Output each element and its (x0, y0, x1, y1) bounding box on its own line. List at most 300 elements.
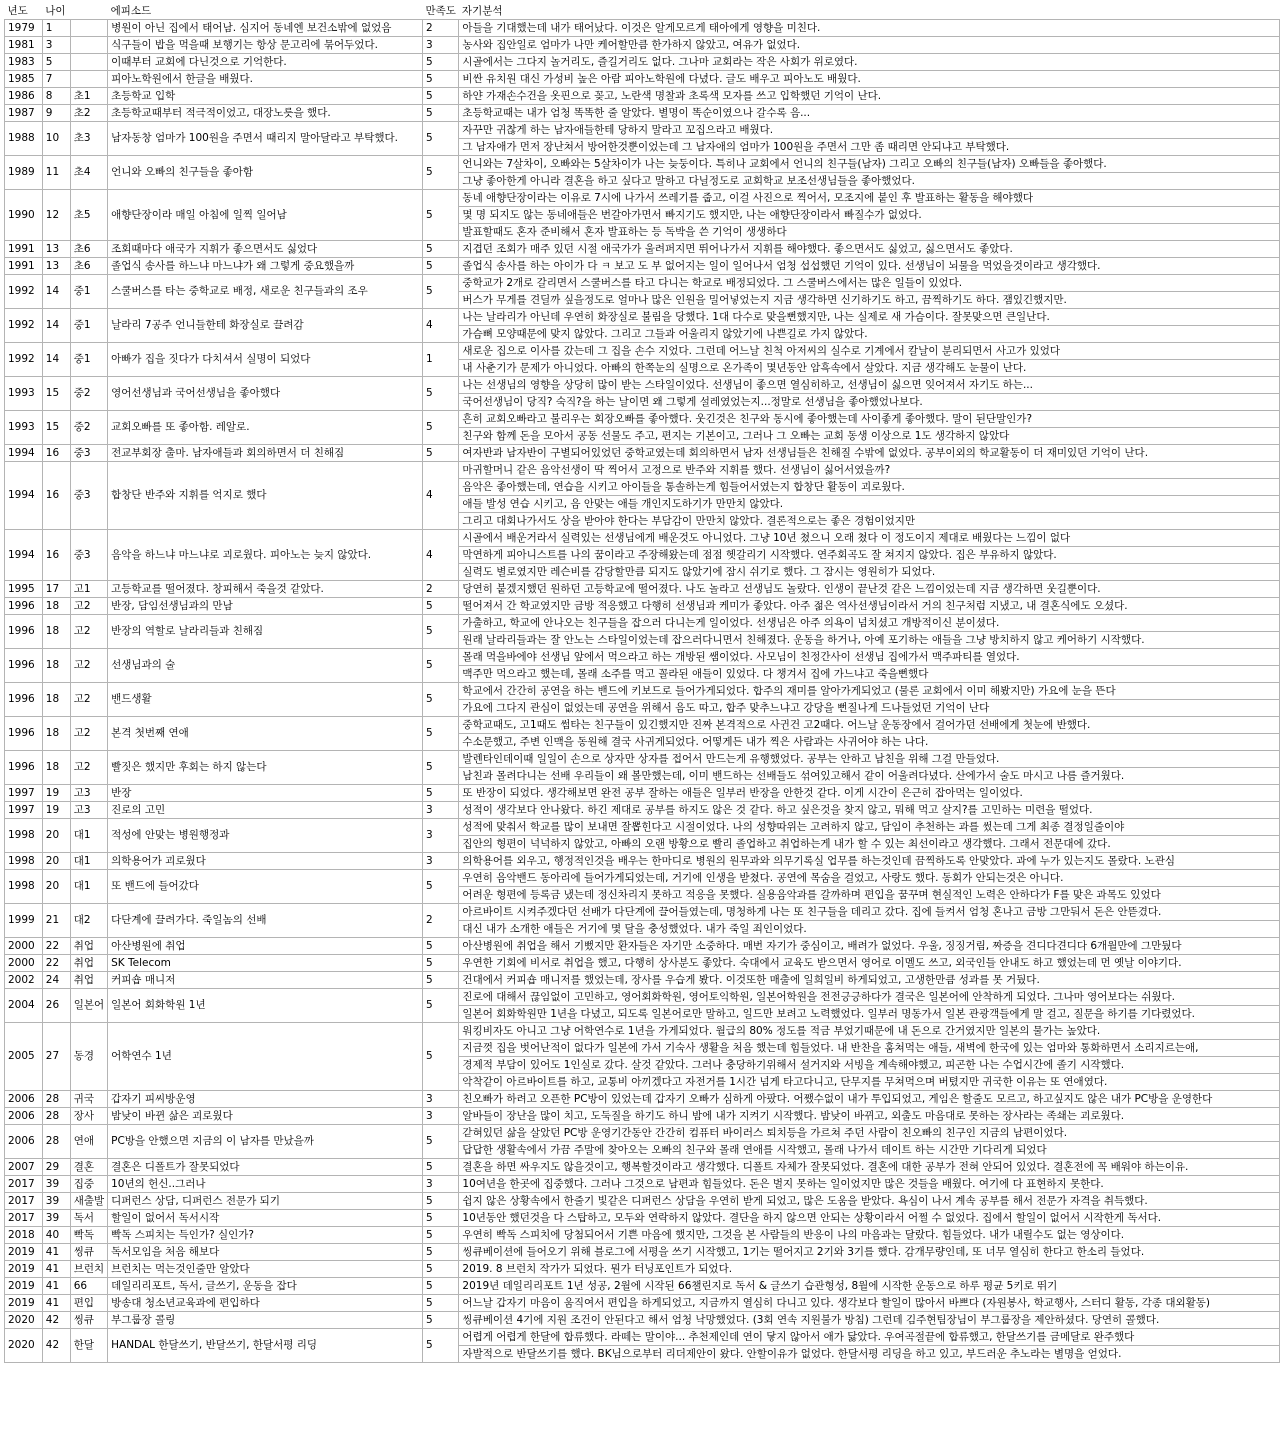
age-cell[interactable]: 15 (42, 411, 70, 445)
age-cell[interactable]: 28 (42, 1108, 70, 1125)
analysis-cell[interactable]: 동네 애향단장이라는 이유로 7시에 나가서 쓰레기를 줍고, 이걸 사진으로 찍어서, 모조지에 붙인 후 발표하는 활동을 해야했다 (459, 190, 1280, 207)
analysis-cell[interactable]: 자꾸만 귀찮게 하는 남자애들한테 당하지 말라고 꼬집으라고 배웠다. (459, 122, 1280, 139)
year-cell[interactable]: 2000 (5, 955, 43, 972)
score-cell[interactable]: 5 (422, 156, 458, 190)
age-cell[interactable]: 39 (42, 1193, 70, 1210)
analysis-cell[interactable]: 남친과 몰려다니는 선배 우리들이 왜 볼만했는데, 이미 밴드하는 선배들도 섞여있고해서 같이 어울려다녔다. 산에가서 술도 마시고 나름 즐거웠다. (459, 768, 1280, 785)
episode-cell[interactable]: 고등학교를 떨어졌다. 창피해서 죽을것 같았다. (108, 581, 423, 598)
episode-cell[interactable]: 식구들이 밥을 먹을때 보행기는 항상 문고리에 묶어두었다. (108, 37, 423, 54)
header-stage[interactable] (70, 4, 107, 20)
year-cell[interactable]: 1996 (5, 615, 43, 649)
score-cell[interactable]: 5 (422, 1125, 458, 1159)
score-cell[interactable]: 5 (422, 122, 458, 156)
age-cell[interactable]: 28 (42, 1125, 70, 1159)
year-cell[interactable]: 2006 (5, 1108, 43, 1125)
year-cell[interactable]: 1996 (5, 717, 43, 751)
age-cell[interactable]: 16 (42, 530, 70, 581)
score-cell[interactable]: 5 (422, 1261, 458, 1278)
score-cell[interactable]: 5 (422, 1193, 458, 1210)
stage-cell[interactable]: 취업 (70, 955, 107, 972)
age-cell[interactable]: 19 (42, 802, 70, 819)
header-age[interactable]: 나이 (42, 4, 70, 20)
age-cell[interactable]: 15 (42, 377, 70, 411)
year-cell[interactable]: 1996 (5, 683, 43, 717)
year-cell[interactable]: 1991 (5, 258, 43, 275)
analysis-cell[interactable]: 2019. 8 브런치 작가가 되었다. 뭔가 터닝포인트가 되었다. (459, 1261, 1280, 1278)
year-cell[interactable]: 1987 (5, 105, 43, 122)
analysis-cell[interactable]: 여자반과 남자반이 구별되어있었던 중학교였는데 회의하면서 남자 선생님들은 친해질 수밖에 없었다. 공부이외의 학교활동이 더 재미있던 기억이 난다. (459, 445, 1280, 462)
analysis-cell[interactable]: 수소문했고, 주변 인맥을 동원해 결국 사귀게되었다. 어떻게든 내가 찍은 사람과는 사귀어야 하는 나다. (459, 734, 1280, 751)
analysis-cell[interactable]: 어려운 형편에 등록금 냈는데 정신차리지 못하고 적응을 못했다. 실용음악과를 갈까하며 편입을 꿈꾸며 현실적인 노력은 안하다가 F를 맞은 과목도 있었다 (459, 887, 1280, 904)
episode-cell[interactable]: 교회오빠를 또 좋아함. 레알로. (108, 411, 423, 445)
score-cell[interactable]: 5 (422, 683, 458, 717)
stage-cell[interactable]: 중3 (70, 530, 107, 581)
analysis-cell[interactable]: 원래 날라리들과는 잘 안노는 스타일이었는데 잡으러다니면서 친해졌다. 운동을 하거나, 아예 포기하는 애들을 그냥 방치하지 않고 케어하기 시작했다. (459, 632, 1280, 649)
analysis-cell[interactable]: 아산병원에 취업을 해서 기뻤지만 환자들은 자기만 소중하다. 매번 자기가 중심이고, 배려가 없었다. 우울, 징징거림, 짜증을 견디다견디다 6개월만에 그만뒀다 (459, 938, 1280, 955)
year-cell[interactable]: 2017 (5, 1210, 43, 1227)
year-cell[interactable]: 1988 (5, 122, 43, 156)
age-cell[interactable]: 39 (42, 1210, 70, 1227)
age-cell[interactable]: 42 (42, 1312, 70, 1329)
analysis-cell[interactable]: 자발적으로 반달쓰기를 했다. BK님으로부터 리더제안이 왔다. 안할이유가 없었다. 한달서평 리딩을 하고 있고, 부드러운 추노라는 별명을 얻었다. (459, 1346, 1280, 1363)
analysis-cell[interactable]: 2019년 데일리리포트 1년 성공, 2월에 시작된 66챌린지로 독서 & 글쓰기 습관형성, 8월에 시작한 운동으로 하루 평균 5키로 뛰기 (459, 1278, 1280, 1295)
episode-cell[interactable]: 브런치는 먹는것인줄만 알았다 (108, 1261, 423, 1278)
analysis-cell[interactable]: 또 반장이 되었다. 생각해보면 완전 공부 잘하는 애들은 일부러 반장을 안한것 같다. 이게 시간이 은근히 잡아먹는 일이었다. (459, 785, 1280, 802)
episode-cell[interactable]: 영어선생님과 국어선생님을 좋아했다 (108, 377, 423, 411)
score-cell[interactable]: 4 (422, 309, 458, 343)
score-cell[interactable]: 5 (422, 411, 458, 445)
stage-cell[interactable] (70, 37, 107, 54)
score-cell[interactable]: 3 (422, 1108, 458, 1125)
score-cell[interactable]: 5 (422, 989, 458, 1023)
age-cell[interactable]: 26 (42, 989, 70, 1023)
year-cell[interactable]: 2000 (5, 938, 43, 955)
stage-cell[interactable]: 초1 (70, 88, 107, 105)
analysis-cell[interactable]: 실력도 별로였지만 레슨비를 감당할만큼 되지도 않았기에 잠시 쉬기로 했다. 그 잠시는 영원히가 되었다. (459, 564, 1280, 581)
analysis-cell[interactable]: 건대에서 커피숍 매니저를 했었는데, 장사를 우습게 봤다. 이것또한 매출에 일희일비 하게되었고, 고생한만큼 성과를 못 거뒀다. (459, 972, 1280, 989)
analysis-cell[interactable]: 몰래 먹을바에야 선생님 앞에서 먹으라고 하는 개방된 쌤이었다. 사모님이 친정간사이 선생님 집에가서 맥주파티를 열었다. (459, 649, 1280, 666)
age-cell[interactable]: 18 (42, 598, 70, 615)
analysis-cell[interactable]: 가요에 그다지 관심이 없었는데 공연을 위해서 음도 따고, 합주 맞추느냐고 강당을 뻔질나게 드나들었던 기억이 난다 (459, 700, 1280, 717)
analysis-cell[interactable]: 졸업식 송사를 하는 아이가 다 ㅋ 보고 도 부 없어지는 일이 일어나서 엄청 섭섭했던 기억이 있다. 선생님이 뇌물을 먹었을것이라고 생각했다. (459, 258, 1280, 275)
age-cell[interactable]: 13 (42, 241, 70, 258)
stage-cell[interactable]: 취업 (70, 972, 107, 989)
age-cell[interactable]: 18 (42, 751, 70, 785)
analysis-cell[interactable]: 아들을 기대했는데 내가 태어났다. 이것은 알게모르게 태아에게 영향을 미친다. (459, 20, 1280, 37)
stage-cell[interactable]: 고3 (70, 785, 107, 802)
analysis-cell[interactable]: 버스가 무게를 견딜까 싶을정도로 얼마나 많은 인원을 밀어넣었는지 지금 생각하면 신기하기도 하고, 끔찍하기도 하다. 잼있긴했지만. (459, 292, 1280, 309)
stage-cell[interactable]: 고2 (70, 751, 107, 785)
age-cell[interactable]: 20 (42, 853, 70, 870)
analysis-cell[interactable]: 우연히 음악밴드 동아리에 들어가게되었는데, 거기에 인생을 받쳤다. 공연에 목숨을 걸었고, 사랑도 했다. 동회가 안되는것은 아니다. (459, 870, 1280, 887)
year-cell[interactable]: 2019 (5, 1244, 43, 1261)
stage-cell[interactable]: 독서 (70, 1210, 107, 1227)
stage-cell[interactable]: 대1 (70, 819, 107, 853)
episode-cell[interactable]: 합창단 반주와 지휘를 억지로 했다 (108, 462, 423, 530)
year-cell[interactable]: 2005 (5, 1023, 43, 1091)
analysis-cell[interactable]: 경제적 부담이 있어도 1인실로 갔다. 살것 같았다. 그러나 충당하기위해서 설거지와 서빙을 계속해야했고, 피곤한 나는 수업시간에 졸기 시작했다. (459, 1057, 1280, 1074)
stage-cell[interactable]: 편입 (70, 1295, 107, 1312)
score-cell[interactable]: 5 (422, 1023, 458, 1091)
header-year[interactable]: 년도 (5, 4, 43, 20)
stage-cell[interactable]: 고2 (70, 649, 107, 683)
year-cell[interactable]: 2020 (5, 1312, 43, 1329)
episode-cell[interactable]: 조회때마다 애국가 지휘가 좋으면서도 싫었다 (108, 241, 423, 258)
year-cell[interactable]: 1998 (5, 870, 43, 904)
score-cell[interactable]: 5 (422, 1244, 458, 1261)
score-cell[interactable]: 2 (422, 581, 458, 598)
age-cell[interactable]: 22 (42, 955, 70, 972)
analysis-cell[interactable]: 가출하고, 학교에 안나오는 친구들을 잡으러 다니는게 일이었다. 선생님은 아주 의욕이 넘치셨고 개방적이신 분이셨다. (459, 615, 1280, 632)
analysis-cell[interactable]: 악착같이 아르바이트를 하고, 교통비 아끼겠다고 자전거를 1시간 넘게 타고다니고, 단무지를 무쳐먹으며 버텼지만 귀국한 이유는 또 연애였다. (459, 1074, 1280, 1091)
age-cell[interactable]: 18 (42, 615, 70, 649)
year-cell[interactable]: 1993 (5, 411, 43, 445)
analysis-cell[interactable]: 발표할때도 혼자 준비해서 혼자 발표하는 등 독박을 쓴 기억이 생생하다 (459, 224, 1280, 241)
analysis-cell[interactable]: 10년동안 했던것을 다 스탑하고, 모두와 연락하지 않았다. 결단을 하지 않으면 안되는 상황이라서 어쩔 수 없었다. 집에서 할일이 없어서 시작한게 독서다. (459, 1210, 1280, 1227)
score-cell[interactable]: 3 (422, 853, 458, 870)
episode-cell[interactable]: 병원이 아닌 집에서 태어남. 심지어 동네엔 보건소밖에 없었음 (108, 20, 423, 37)
age-cell[interactable]: 19 (42, 785, 70, 802)
age-cell[interactable]: 21 (42, 904, 70, 938)
year-cell[interactable]: 1989 (5, 156, 43, 190)
stage-cell[interactable]: 장사 (70, 1108, 107, 1125)
analysis-cell[interactable]: 음악은 좋아했는데, 연습을 시키고 아이들을 통솔하는게 힘들어서였는지 합창단 활동이 괴로웠다. (459, 479, 1280, 496)
episode-cell[interactable]: 음악을 하느냐 마느냐로 괴로웠다. 피아노는 늦지 않았다. (108, 530, 423, 581)
analysis-cell[interactable]: 맥주만 먹으라고 했는데, 몰래 소주를 먹고 꼴라된 애들이 있었다. 다 챙겨서 집에 가느냐고 죽을뻔했다 (459, 666, 1280, 683)
score-cell[interactable]: 5 (422, 1227, 458, 1244)
episode-cell[interactable]: 선생님과의 술 (108, 649, 423, 683)
header-analysis[interactable]: 자기분석 (459, 4, 1280, 20)
stage-cell[interactable]: 빡독 (70, 1227, 107, 1244)
analysis-cell[interactable]: 씽큐베이션에 들어오기 위해 블로그에 서평을 쓰기 시작했고, 1기는 떨어지고 2기와 3기를 했다. 감개무량인데, 또 너무 열심히 한다고 한소리 들었다. (459, 1244, 1280, 1261)
stage-cell[interactable]: 고2 (70, 683, 107, 717)
age-cell[interactable]: 8 (42, 88, 70, 105)
episode-cell[interactable]: 적성에 안맞는 병원행정과 (108, 819, 423, 853)
episode-cell[interactable]: 날라리 7공주 언니들한테 화장실로 끌려감 (108, 309, 423, 343)
score-cell[interactable]: 5 (422, 972, 458, 989)
analysis-cell[interactable]: 막연하게 피아니스트를 나의 꿈이라고 주장해왔는데 점점 헷갈리기 시작했다. 연주회곡도 잘 쳐지지 않았다. 집은 부유하지 않았다. (459, 547, 1280, 564)
age-cell[interactable]: 7 (42, 71, 70, 88)
score-cell[interactable]: 5 (422, 1329, 458, 1363)
analysis-cell[interactable]: 지겹던 조회가 매주 있던 시절 애국가가 울려퍼지면 뛰어나가서 지휘를 해야했다. 좋으면서도 싫었고, 싫으면서도 좋았다. (459, 241, 1280, 258)
score-cell[interactable]: 5 (422, 1210, 458, 1227)
age-cell[interactable]: 40 (42, 1227, 70, 1244)
score-cell[interactable]: 5 (422, 71, 458, 88)
analysis-cell[interactable]: 국어선생님이 당직? 숙직?을 하는 날이면 왜 그렇게 설레였었는지...정말로 선생님을 좋아했었나보다. (459, 394, 1280, 411)
year-cell[interactable]: 2004 (5, 989, 43, 1023)
age-cell[interactable]: 17 (42, 581, 70, 598)
stage-cell[interactable]: 초6 (70, 258, 107, 275)
stage-cell[interactable]: 씽큐 (70, 1244, 107, 1261)
score-cell[interactable]: 5 (422, 88, 458, 105)
analysis-cell[interactable]: 씽큐베이션 4기에 지원 조건이 안된다고 해서 엄청 낙망했었다. (3회 연속 지원불가 방침) 그런데 김주현팀장님이 부그룹장을 제안하셨다. 당연히 콜했다. (459, 1312, 1280, 1329)
year-cell[interactable]: 1995 (5, 581, 43, 598)
analysis-cell[interactable]: 떨어져서 간 학교였지만 금방 적응했고 다행히 선생님과 케미가 좋았다. 아주 젊은 역사선생님이라서 거의 친구처럼 지냈고, 내 결혼식에도 오셨다. (459, 598, 1280, 615)
score-cell[interactable]: 5 (422, 717, 458, 751)
year-cell[interactable]: 2019 (5, 1278, 43, 1295)
episode-cell[interactable]: 다단계에 끌려가다. 죽일놈의 선배 (108, 904, 423, 938)
analysis-cell[interactable]: 일본어 회화학원만 1년을 다녔고, 되도록 일본어로만 말하고, 일드만 보려고 노력했었다. 일부러 명동가서 일본 관광객들에게 말 걸고, 질문을 하기를 기다렸었다. (459, 1006, 1280, 1023)
stage-cell[interactable]: 66 (70, 1278, 107, 1295)
age-cell[interactable]: 1 (42, 20, 70, 37)
analysis-cell[interactable]: 언니와는 7살차이, 오빠와는 5살차이가 나는 늦둥이다. 특히나 교회에서 언니의 친구들(남자) 그리고 오빠의 친구들(남자) 오빠들을 좋아했다. (459, 156, 1280, 173)
year-cell[interactable]: 1996 (5, 598, 43, 615)
year-cell[interactable]: 1993 (5, 377, 43, 411)
analysis-cell[interactable]: 그리고 대회나가서도 상을 받아야 한다는 부담감이 만만치 않았다. 결론적으로는 좋은 경험이었지만 (459, 513, 1280, 530)
episode-cell[interactable]: 일본어 회화학원 1년 (108, 989, 423, 1023)
score-cell[interactable]: 5 (422, 241, 458, 258)
analysis-cell[interactable]: 우연히 빡독 스피치에 당첨되어서 기쁜 마음에 했지만, 그것을 본 사람들의 반응이 나의 마음과는 달랐다. 힘들었다. 내가 내릴수도 없는 영상이다. (459, 1227, 1280, 1244)
score-cell[interactable]: 3 (422, 802, 458, 819)
year-cell[interactable]: 1994 (5, 530, 43, 581)
age-cell[interactable]: 41 (42, 1261, 70, 1278)
episode-cell[interactable]: 부그룹장 콜링 (108, 1312, 423, 1329)
age-cell[interactable]: 9 (42, 105, 70, 122)
age-cell[interactable]: 16 (42, 445, 70, 462)
episode-cell[interactable]: 결혼은 디폴트가 잘못되었다 (108, 1159, 423, 1176)
year-cell[interactable]: 1991 (5, 241, 43, 258)
analysis-cell[interactable]: 나는 선생님의 영향을 상당히 많이 받는 스타일이었다. 선생님이 좋으면 열심히하고, 선생님이 싫으면 잊어져서 자기도 하는... (459, 377, 1280, 394)
score-cell[interactable]: 3 (422, 819, 458, 853)
episode-cell[interactable]: 아산병원에 취업 (108, 938, 423, 955)
episode-cell[interactable]: 피아노학원에서 한글을 배웠다. (108, 71, 423, 88)
analysis-cell[interactable]: 비싼 유치원 대신 가성비 높은 아람 피아노학원에 다녔다. 글도 배우고 피아노도 배웠다. (459, 71, 1280, 88)
year-cell[interactable]: 2019 (5, 1261, 43, 1278)
episode-cell[interactable]: 밴드생활 (108, 683, 423, 717)
stage-cell[interactable]: 귀국 (70, 1091, 107, 1108)
year-cell[interactable]: 1999 (5, 904, 43, 938)
score-cell[interactable]: 4 (422, 530, 458, 581)
age-cell[interactable]: 29 (42, 1159, 70, 1176)
episode-cell[interactable]: 독서모임을 처음 해보다 (108, 1244, 423, 1261)
score-cell[interactable]: 5 (422, 275, 458, 309)
analysis-cell[interactable]: 그 남자애가 먼저 장난쳐서 방어한것뿐이었는데 그 남자애의 엄마가 100원을 주면서 그만 좀 때리면 안되냐고 부탁했다. (459, 139, 1280, 156)
score-cell[interactable]: 1 (422, 343, 458, 377)
episode-cell[interactable]: 반장의 역할로 날라리들과 친해짐 (108, 615, 423, 649)
analysis-cell[interactable]: 어렵게 어렵게 한달에 합류했다. 라떼는 말이야... 추천제인데 연이 닿지 않아서 애가 닳았다. 우여곡절끝에 합류했고, 한달쓰기를 금메달로 완주했다 (459, 1329, 1280, 1346)
score-cell[interactable]: 5 (422, 1295, 458, 1312)
analysis-cell[interactable]: 성적이 생각보다 안나왔다. 하긴 제대로 공부를 하지도 않은 것 같다. 하고 싶은것을 찾지 않고, 뭐해 먹고 살지?를 고민하는 미련을 떨었다. (459, 802, 1280, 819)
age-cell[interactable]: 3 (42, 37, 70, 54)
stage-cell[interactable]: 중2 (70, 377, 107, 411)
analysis-cell[interactable]: 초등학교때는 내가 엄청 똑똑한 줄 알았다. 별명이 똑순이였으나 갈수록 음... (459, 105, 1280, 122)
year-cell[interactable]: 1998 (5, 853, 43, 870)
year-cell[interactable]: 1979 (5, 20, 43, 37)
age-cell[interactable]: 41 (42, 1278, 70, 1295)
episode-cell[interactable]: 이때부터 교회에 다닌것으로 기억한다. (108, 54, 423, 71)
episode-cell[interactable]: 반장 (108, 785, 423, 802)
stage-cell[interactable]: 한달 (70, 1329, 107, 1363)
stage-cell[interactable]: 브런치 (70, 1261, 107, 1278)
stage-cell[interactable]: 연애 (70, 1125, 107, 1159)
episode-cell[interactable]: 커피숍 매니저 (108, 972, 423, 989)
analysis-cell[interactable]: 지금껏 집을 벗어난적이 없다가 일본에 가서 기숙사 생활을 처음 했는데 힘들었다. 내 반찬을 훔쳐먹는 애들, 새벽에 한국에 있는 엄마와 통화하면서 소리지르는애, (459, 1040, 1280, 1057)
year-cell[interactable]: 2019 (5, 1295, 43, 1312)
episode-cell[interactable]: 데일리리포트, 독서, 글쓰기, 운동을 잡다 (108, 1278, 423, 1295)
stage-cell[interactable]: 동경 (70, 1023, 107, 1091)
age-cell[interactable]: 24 (42, 972, 70, 989)
stage-cell[interactable]: 초3 (70, 122, 107, 156)
score-cell[interactable]: 5 (422, 751, 458, 785)
analysis-cell[interactable]: 나는 날라리가 아닌데 우연히 화장실로 불림을 당했다. 1대 다수로 맞을뻔했지만, 나는 실제로 새 가슴이다. 잘못맞으면 큰일난다. (459, 309, 1280, 326)
analysis-cell[interactable]: 워킹비자도 아니고 그냥 어학연수로 1년을 가게되었다. 월급의 80% 정도를 적금 부었기때문에 내 돈으로 간거였지만 일본의 물가는 높았다. (459, 1023, 1280, 1040)
year-cell[interactable]: 1992 (5, 275, 43, 309)
analysis-cell[interactable]: 우연한 기회에 비서로 취업을 했고, 다행히 상사분도 좋았다. 숙대에서 교육도 받으면서 영어로 이멜도 쓰고, 외국인들 안내도 하고 했었는데 먼 옛날 이야기다. (459, 955, 1280, 972)
age-cell[interactable]: 16 (42, 462, 70, 530)
episode-cell[interactable]: 애향단장이라 매일 아침에 일찍 일어남 (108, 190, 423, 241)
stage-cell[interactable]: 고2 (70, 598, 107, 615)
analysis-cell[interactable]: 알바들이 장난을 많이 치고, 도둑질을 하기도 하니 밤에 내가 지켜기 시작했다. 밤낮이 바뀌고, 외출도 마음대로 못하는 장사라는 족쇄는 괴로웠다. (459, 1108, 1280, 1125)
score-cell[interactable]: 5 (422, 955, 458, 972)
analysis-cell[interactable]: 새로운 집으로 이사를 갔는데 그 집을 손수 지었다. 그런데 어느날 친척 아저씨의 실수로 기계에서 칼날이 분리되면서 사고가 있었다 (459, 343, 1280, 360)
age-cell[interactable]: 13 (42, 258, 70, 275)
analysis-cell[interactable]: 학교에서 간간히 공연을 하는 밴드에 키보드로 들어가게되었다. 합주의 재미를 알아가게되었고 (물론 교회에서 이미 해봤지만) 가요에 눈을 뜬다 (459, 683, 1280, 700)
episode-cell[interactable]: 졸업식 송사를 하느냐 마느냐가 왜 그렇게 중요했을까 (108, 258, 423, 275)
episode-cell[interactable]: 방송대 청소년교육과에 편입하다 (108, 1295, 423, 1312)
year-cell[interactable]: 1997 (5, 802, 43, 819)
age-cell[interactable]: 39 (42, 1176, 70, 1193)
analysis-cell[interactable]: 그냥 좋아한게 아니라 결혼을 하고 싶다고 말하고 다닐정도로 교회학교 보조선생님들을 좋아했었다. (459, 173, 1280, 190)
episode-cell[interactable]: 어학연수 1년 (108, 1023, 423, 1091)
episode-cell[interactable]: 또 밴드에 들어갔다 (108, 870, 423, 904)
analysis-cell[interactable]: 흔히 교회오빠라고 불리우는 회장오빠를 좋아했다. 웃긴것은 친구와 동시에 좋아했는데 사이좋게 좋아했다. 말이 된단말인가? (459, 411, 1280, 428)
analysis-cell[interactable]: 몇 명 되지도 않는 동네애들은 번갈아가면서 빠지기도 했지만, 나는 애향단장이라서 빠질수가 없었다. (459, 207, 1280, 224)
age-cell[interactable]: 27 (42, 1023, 70, 1091)
episode-cell[interactable]: HANDAL 한달쓰기, 반달쓰기, 한달서평 리딩 (108, 1329, 423, 1363)
analysis-cell[interactable]: 결혼을 하면 싸우지도 않을것이고, 행복할것이라고 생각했다. 디폴트 자체가 잘못되었다. 결혼에 대한 공부가 전혀 안되어 있었다. 결혼전에 꼭 배워야 하는이유. (459, 1159, 1280, 1176)
stage-cell[interactable] (70, 71, 107, 88)
stage-cell[interactable]: 결혼 (70, 1159, 107, 1176)
analysis-cell[interactable]: 중학교가 2개로 갈리면서 스쿨버스를 타고 다니는 학교로 배정되었다. 그 스쿨버스에서는 많은 일들이 있었다. (459, 275, 1280, 292)
analysis-cell[interactable]: 마귀할머니 같은 음악선생이 딱 찍어서 고정으로 반주와 지휘를 했다. 선생님이 싫어서였을까? (459, 462, 1280, 479)
year-cell[interactable]: 1996 (5, 649, 43, 683)
episode-cell[interactable]: 초등학교 입학 (108, 88, 423, 105)
stage-cell[interactable]: 고2 (70, 717, 107, 751)
episode-cell[interactable]: 스쿨버스를 타는 중학교로 배정, 새로운 친구들과의 조우 (108, 275, 423, 309)
score-cell[interactable]: 2 (422, 20, 458, 37)
year-cell[interactable]: 2020 (5, 1329, 43, 1363)
stage-cell[interactable]: 초5 (70, 190, 107, 241)
stage-cell[interactable]: 대1 (70, 870, 107, 904)
stage-cell[interactable]: 집중 (70, 1176, 107, 1193)
analysis-cell[interactable]: 가슴뼈 모양때문에 맞지 않았다. 그리고 그들과 어울리지 않았기에 나쁜길로 가지 않았다. (459, 326, 1280, 343)
episode-cell[interactable]: 진로의 고민 (108, 802, 423, 819)
analysis-cell[interactable]: 집안의 형편이 넉넉하지 않았고, 아빠의 오랜 방황으로 빨리 졸업하고 취업하는게 내가 할 수 있는 최선이라고 생각했다. 그래서 전문대에 갔다. (459, 836, 1280, 853)
year-cell[interactable]: 1985 (5, 71, 43, 88)
episode-cell[interactable]: 의학용어가 괴로웠다 (108, 853, 423, 870)
year-cell[interactable]: 2007 (5, 1159, 43, 1176)
year-cell[interactable]: 1996 (5, 751, 43, 785)
age-cell[interactable]: 10 (42, 122, 70, 156)
stage-cell[interactable]: 씽큐 (70, 1312, 107, 1329)
analysis-cell[interactable]: 성적에 맞춰서 학교를 많이 보내면 잘뽑힌다고 시절이었다. 나의 성향따위는 고려하지 않고, 담임이 추천하는 과를 썼는데 그게 최종 결정일줄이야 (459, 819, 1280, 836)
year-cell[interactable]: 1994 (5, 445, 43, 462)
year-cell[interactable]: 2017 (5, 1193, 43, 1210)
score-cell[interactable]: 5 (422, 785, 458, 802)
year-cell[interactable]: 2002 (5, 972, 43, 989)
analysis-cell[interactable]: 친오빠가 하려고 오픈한 PC방이 있었는데 갑자기 오빠가 심하게 아팠다. 어쨌수없이 내가 투입되었고, 게임은 할줄도 모르고, 하고싶지도 않은 내가 PC방을 운영한다 (459, 1091, 1280, 1108)
stage-cell[interactable]: 중3 (70, 445, 107, 462)
score-cell[interactable]: 5 (422, 615, 458, 649)
age-cell[interactable]: 14 (42, 343, 70, 377)
year-cell[interactable]: 1992 (5, 309, 43, 343)
score-cell[interactable]: 5 (422, 870, 458, 904)
analysis-cell[interactable]: 당연히 붙겠지했던 원하던 고등학교에 떨어졌다. 나도 놀라고 선생님도 놀랐다. 인생이 끝난것 같은 느낌이었는데 지금 생각하면 웃길뿐이다. (459, 581, 1280, 598)
score-cell[interactable]: 5 (422, 1278, 458, 1295)
age-cell[interactable]: 14 (42, 275, 70, 309)
analysis-cell[interactable]: 갇혀있던 삶을 살았던 PC방 운영기간동안 간간히 컴퓨터 바이러스 퇴치등을 가르쳐 주던 사람이 친오빠의 친구인 지금의 남편이었다. (459, 1125, 1280, 1142)
episode-cell[interactable]: SK Telecom (108, 955, 423, 972)
score-cell[interactable]: 3 (422, 1176, 458, 1193)
episode-cell[interactable]: 디퍼런스 상담, 디퍼런스 전문가 되기 (108, 1193, 423, 1210)
episode-cell[interactable]: 밤낮이 바뀐 삶은 괴로웠다 (108, 1108, 423, 1125)
year-cell[interactable]: 2018 (5, 1227, 43, 1244)
analysis-cell[interactable]: 시골에서는 그다지 놀거리도, 즐길거리도 없다. 그나마 교회라는 작은 사회가 위로였다. (459, 54, 1280, 71)
stage-cell[interactable]: 대2 (70, 904, 107, 938)
episode-cell[interactable]: 빡독 스피치는 득인가? 실인가? (108, 1227, 423, 1244)
stage-cell[interactable]: 일본어 (70, 989, 107, 1023)
stage-cell[interactable] (70, 54, 107, 71)
stage-cell[interactable]: 초2 (70, 105, 107, 122)
age-cell[interactable]: 42 (42, 1329, 70, 1363)
age-cell[interactable]: 28 (42, 1091, 70, 1108)
analysis-cell[interactable]: 어느날 갑자기 마음이 움직여서 편입을 하게되었고, 지금까지 열심히 다니고 있다. 생각보다 할일이 많아서 바쁘다 (자원봉사, 학교행사, 스터디 활동, 각종 대외활동) (459, 1295, 1280, 1312)
score-cell[interactable]: 5 (422, 54, 458, 71)
age-cell[interactable]: 5 (42, 54, 70, 71)
analysis-cell[interactable]: 쉽지 않은 상황속에서 한줄기 빛같은 디퍼런스 상담을 우연히 받게 되었고, 많은 도움을 받았다. 욕심이 나서 계속 공부를 해서 전문가 자격을 취득했다. (459, 1193, 1280, 1210)
episode-cell[interactable]: 아빠가 집을 짓다가 다치셔서 실명이 되었다 (108, 343, 423, 377)
stage-cell[interactable]: 초4 (70, 156, 107, 190)
score-cell[interactable]: 5 (422, 649, 458, 683)
stage-cell[interactable]: 중1 (70, 275, 107, 309)
age-cell[interactable]: 41 (42, 1244, 70, 1261)
episode-cell[interactable]: 반장, 담임선생님과의 만남 (108, 598, 423, 615)
analysis-cell[interactable]: 의학용어를 외우고, 행정적인것을 배우는 한마디로 병원의 원무과와 의무기록실 업무를 하는것인데 끔찍하도록 안맞았다. 과에 누가 있는지도 몰랐다. 노관심 (459, 853, 1280, 870)
year-cell[interactable]: 1981 (5, 37, 43, 54)
score-cell[interactable]: 5 (422, 445, 458, 462)
analysis-cell[interactable]: 아르바이트 시켜주겠다던 선배가 다단계에 끌어들였는데, 명청하게 나는 또 친구들을 데리고 갔다. 집에 들켜서 엄청 혼나고 금방 그만둬서 돈은 안뜯겼다. (459, 904, 1280, 921)
year-cell[interactable]: 1986 (5, 88, 43, 105)
year-cell[interactable]: 1983 (5, 54, 43, 71)
score-cell[interactable]: 5 (422, 598, 458, 615)
score-cell[interactable]: 4 (422, 462, 458, 530)
year-cell[interactable]: 1997 (5, 785, 43, 802)
age-cell[interactable]: 18 (42, 683, 70, 717)
stage-cell[interactable]: 고1 (70, 581, 107, 598)
episode-cell[interactable]: 전교부회장 출마. 남자애들과 회의하면서 더 친해짐 (108, 445, 423, 462)
year-cell[interactable]: 1990 (5, 190, 43, 241)
episode-cell[interactable]: 본격 첫번째 연애 (108, 717, 423, 751)
age-cell[interactable]: 41 (42, 1295, 70, 1312)
analysis-cell[interactable]: 진로에 대해서 끊임없이 고민하고, 영어회화학원, 영어토익학원, 일본어학원을 전전긍긍하다가 결국은 일본어에 안착하게 되었다. 그나마 영어보다는 쉬웠다. (459, 989, 1280, 1006)
stage-cell[interactable]: 대1 (70, 853, 107, 870)
stage-cell[interactable]: 새출발 (70, 1193, 107, 1210)
stage-cell[interactable]: 초6 (70, 241, 107, 258)
stage-cell[interactable]: 고2 (70, 615, 107, 649)
stage-cell[interactable]: 중1 (70, 343, 107, 377)
stage-cell[interactable]: 중3 (70, 462, 107, 530)
score-cell[interactable]: 3 (422, 1091, 458, 1108)
year-cell[interactable]: 1998 (5, 819, 43, 853)
year-cell[interactable]: 2006 (5, 1091, 43, 1108)
age-cell[interactable]: 20 (42, 819, 70, 853)
stage-cell[interactable]: 중2 (70, 411, 107, 445)
analysis-cell[interactable]: 답답한 생활속에서 가끔 주말에 찾아오는 오빠의 친구와 몰래 연애를 시작했고, 몰래 나가서 데이트 하는 시간만 기다리게 되었다 (459, 1142, 1280, 1159)
year-cell[interactable]: 2017 (5, 1176, 43, 1193)
analysis-cell[interactable]: 하얀 가재손수건을 옷핀으로 꽂고, 노란색 명찰과 초록색 모자를 쓰고 입학했던 기억이 난다. (459, 88, 1280, 105)
age-cell[interactable]: 11 (42, 156, 70, 190)
score-cell[interactable]: 5 (422, 1159, 458, 1176)
